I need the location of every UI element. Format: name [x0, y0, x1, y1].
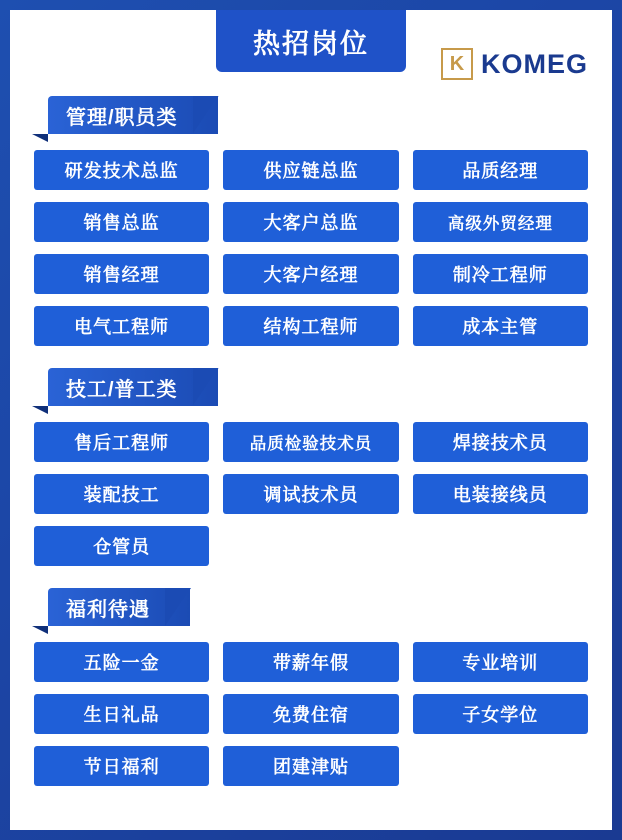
job-tag[interactable]: 调试技术员: [223, 474, 398, 514]
poster-inner: [10, 10, 612, 830]
job-tag[interactable]: 结构工程师: [223, 306, 398, 346]
section-technician: [10, 368, 612, 422]
job-tag[interactable]: 大客户经理: [223, 254, 398, 294]
job-tag[interactable]: 制冷工程师: [413, 254, 588, 294]
job-tag[interactable]: 品质检验技术员: [223, 422, 398, 462]
benefit-tag[interactable]: 子女学位: [413, 694, 588, 734]
benefit-tag[interactable]: 专业培训: [413, 642, 588, 682]
section-title-benefits: 福利待遇: [48, 588, 190, 626]
job-tag[interactable]: 电装接线员: [413, 474, 588, 514]
job-tag[interactable]: 成本主管: [413, 306, 588, 346]
tag-grid-technician: [10, 422, 612, 566]
brand-logo: [441, 48, 588, 80]
job-tag[interactable]: 供应链总监: [223, 150, 398, 190]
section-title-management: 管理/职员类: [48, 96, 218, 134]
section-title-technician: 技工/普工类: [48, 368, 218, 406]
section-header-benefits: [48, 588, 190, 626]
job-tag[interactable]: 销售总监: [34, 202, 209, 242]
section-benefits: [10, 588, 612, 642]
job-tag[interactable]: 售后工程师: [34, 422, 209, 462]
poster-header: [10, 10, 612, 96]
ribbon-tail: [32, 134, 48, 142]
benefit-tag[interactable]: 免费住宿: [223, 694, 398, 734]
job-tag[interactable]: 大客户总监: [223, 202, 398, 242]
ribbon-tail: [32, 626, 48, 634]
job-tag[interactable]: 品质经理: [413, 150, 588, 190]
logo-wordmark: KOMEG: [480, 48, 588, 79]
section-management: [10, 96, 612, 150]
page-title: 热招岗位: [253, 28, 369, 59]
section-header-technician: [48, 368, 218, 406]
job-tag[interactable]: 装配技工: [34, 474, 209, 514]
title-banner: [216, 10, 406, 72]
logo-mark-letter: K: [449, 53, 465, 75]
benefit-tag[interactable]: 带薪年假: [223, 642, 398, 682]
benefit-tag[interactable]: 团建津贴: [223, 746, 398, 786]
ribbon-tail: [32, 406, 48, 414]
benefit-tag[interactable]: 生日礼品: [34, 694, 209, 734]
section-header-management: [48, 96, 218, 134]
job-tag[interactable]: 销售经理: [34, 254, 209, 294]
job-tag[interactable]: 电气工程师: [34, 306, 209, 346]
tag-grid-benefits: [10, 642, 612, 786]
logo-mark-icon: [441, 48, 473, 80]
tag-grid-management: [10, 150, 612, 346]
job-tag[interactable]: 高级外贸经理: [413, 202, 588, 242]
benefit-tag[interactable]: 五险一金: [34, 642, 209, 682]
job-tag[interactable]: 仓管员: [34, 526, 209, 566]
benefit-tag[interactable]: 节日福利: [34, 746, 209, 786]
job-tag[interactable]: 焊接技术员: [413, 422, 588, 462]
job-tag[interactable]: 研发技术总监: [34, 150, 209, 190]
